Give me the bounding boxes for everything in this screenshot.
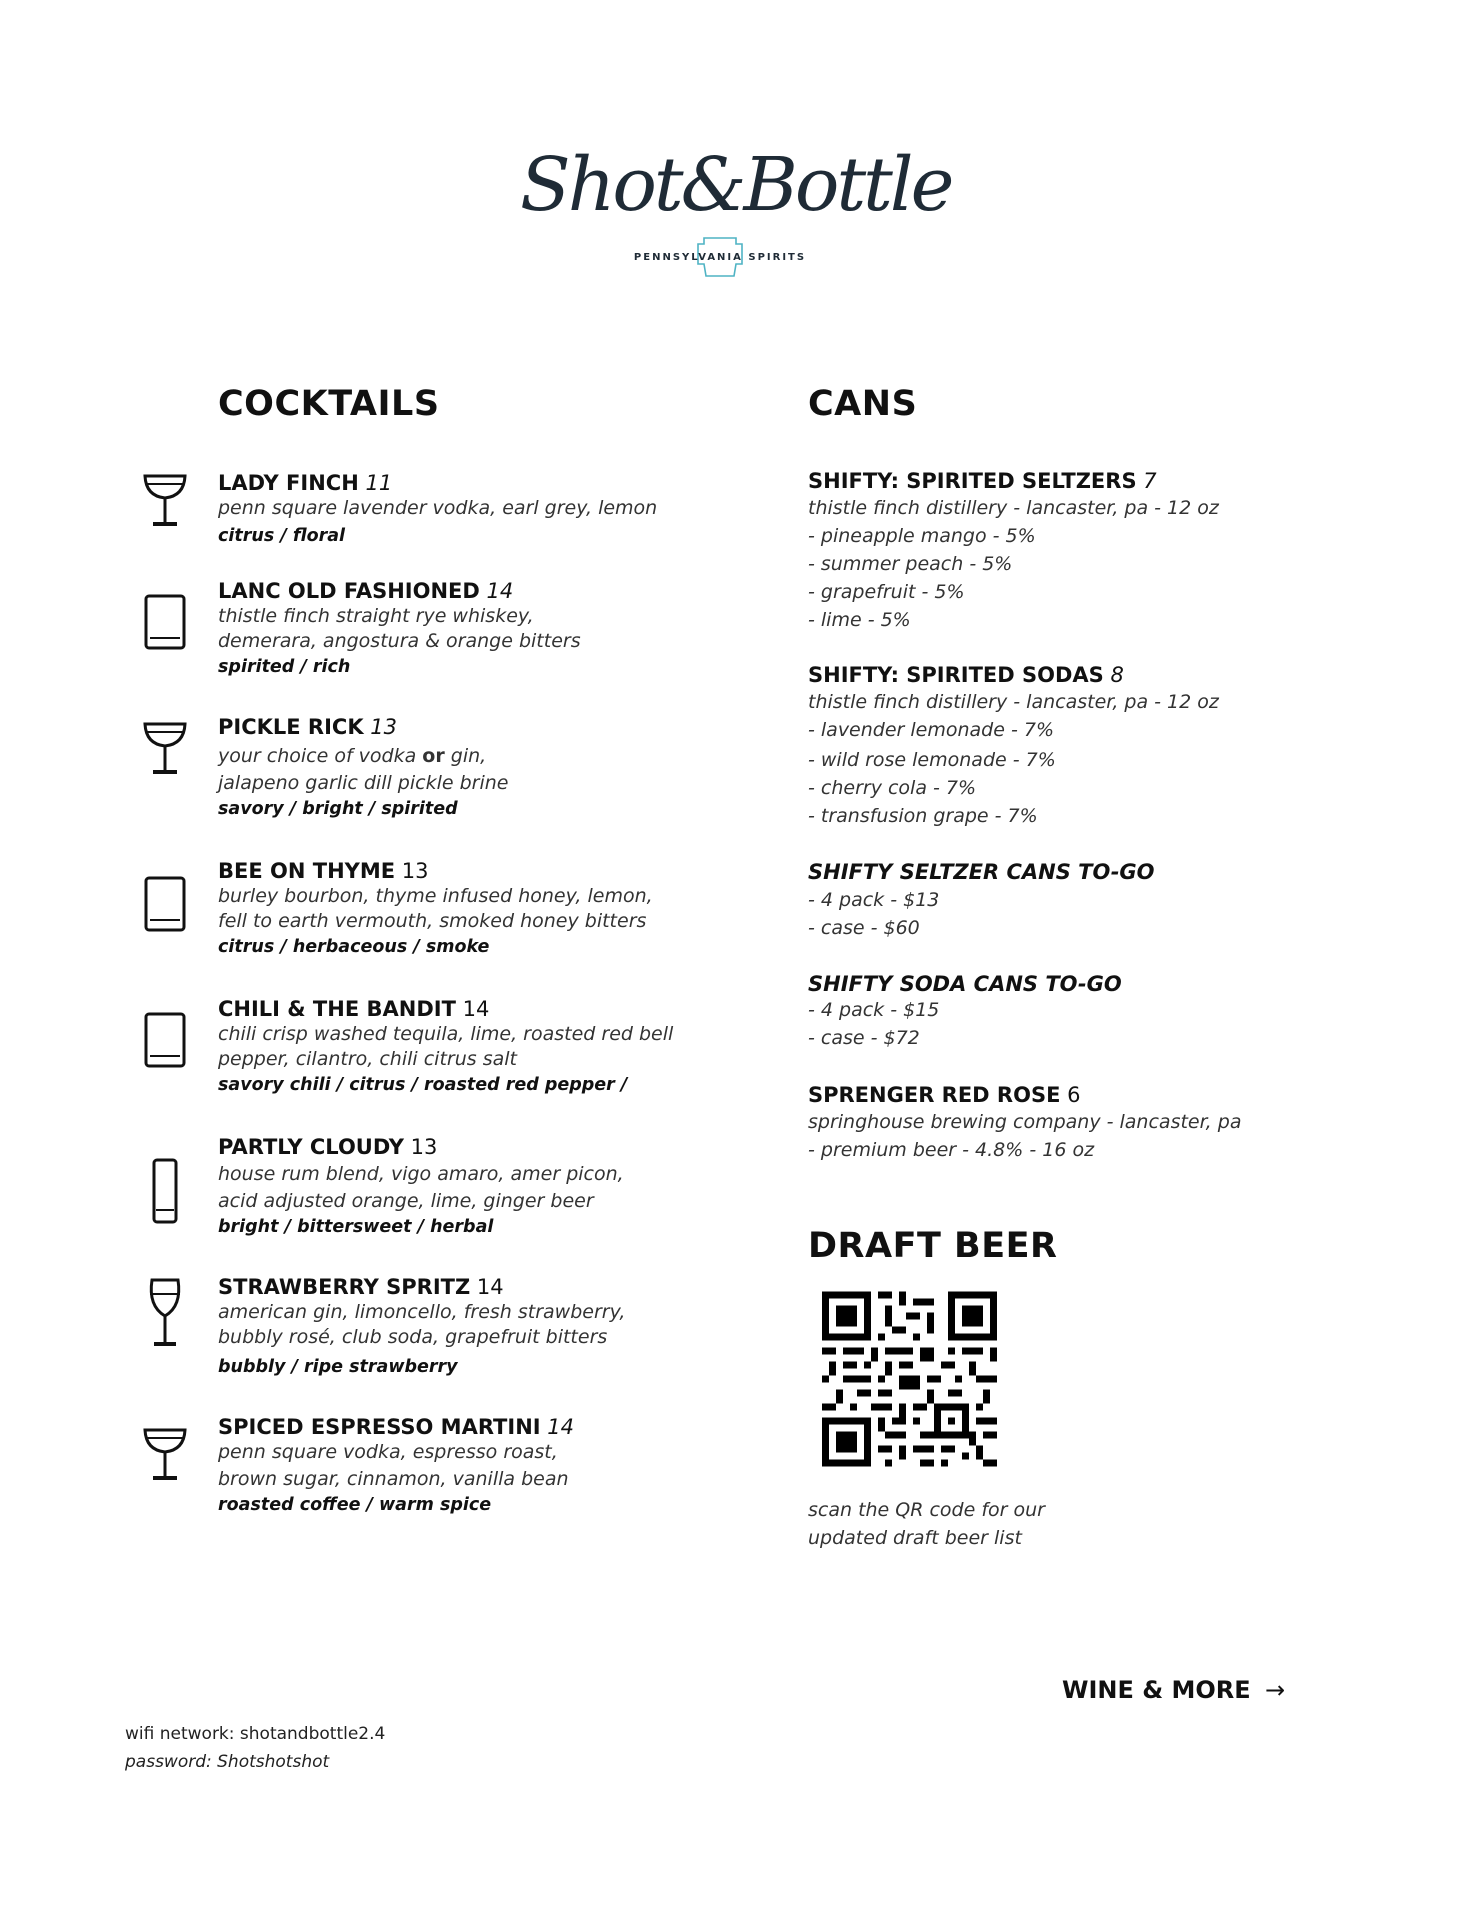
can-flavor: - pineapple mango - 5% bbox=[808, 525, 1036, 547]
cocktail-description: thistle finch straight rye whiskey, bbox=[218, 605, 534, 627]
coupe-icon bbox=[140, 468, 190, 532]
can-item-seltzer-togo bbox=[808, 858, 1368, 942]
can-price: 6 bbox=[1067, 1083, 1081, 1107]
cocktail-description: burley bourbon, thyme infused honey, lemon, bbox=[218, 885, 653, 907]
cocktail-item bbox=[218, 714, 738, 822]
can-name: SHIFTY SELTZER CANS TO-GO bbox=[808, 860, 1155, 884]
cocktail-item bbox=[218, 996, 738, 1098]
cocktail-price: 14 bbox=[547, 1415, 574, 1439]
can-price-line: - case - $72 bbox=[808, 1027, 920, 1049]
rocks-glass-icon bbox=[140, 872, 190, 936]
cocktail-name: SPICED ESPRESSO MARTINI bbox=[218, 1415, 541, 1439]
cocktail-tags: bright / bittersweet / herbal bbox=[218, 1217, 494, 1237]
coupe-icon bbox=[140, 716, 190, 780]
cocktail-name: LANC OLD FASHIONED bbox=[218, 579, 480, 603]
wifi-network: wifi network: shotandbottle2.4 bbox=[125, 1724, 386, 1744]
wifi-info bbox=[125, 1720, 385, 1776]
logo-subtitle: PENNSYLVANIA SPIRITS bbox=[633, 252, 807, 263]
can-flavor: - lavender lemonade - 7% bbox=[808, 719, 1055, 741]
cocktail-name: CHILI & THE BANDIT bbox=[218, 997, 456, 1021]
cocktail-name: BEE ON THYME bbox=[218, 859, 396, 883]
cocktail-price: 11 bbox=[365, 471, 393, 495]
cocktail-item bbox=[218, 578, 738, 680]
cocktail-description: penn square vodka, espresso roast, bbox=[218, 1441, 558, 1463]
cocktail-description: jalapeno garlic dill pickle brine bbox=[218, 772, 509, 794]
can-name: SHIFTY: SPIRITED SODAS bbox=[808, 663, 1104, 687]
cocktail-tags: citrus / herbaceous / smoke bbox=[218, 937, 490, 957]
wifi-password: password: Shotshotshot bbox=[125, 1752, 330, 1772]
can-name: SHIFTY: SPIRITED SELTZERS bbox=[808, 469, 1137, 493]
cocktail-price: 13 bbox=[401, 859, 429, 883]
cocktail-item bbox=[218, 1134, 738, 1240]
can-flavor: - wild rose lemonade - 7% bbox=[808, 749, 1056, 771]
cocktail-description: demerara, angostura & orange bitters bbox=[218, 630, 581, 652]
can-price-line: - case - $60 bbox=[808, 917, 920, 939]
can-detail: - premium beer - 4.8% - 16 oz bbox=[808, 1139, 1095, 1161]
draft-note-line: updated draft beer list bbox=[808, 1527, 1022, 1549]
can-flavor: - lime - 5% bbox=[808, 609, 911, 631]
qr-code-icon[interactable] bbox=[822, 1290, 997, 1468]
cocktail-tags: bubbly / ripe strawberry bbox=[218, 1357, 458, 1377]
cocktail-description: chili crisp washed tequila, lime, roasted red bell bbox=[218, 1023, 674, 1045]
cocktail-description: bubbly rosé, club soda, grapefruit bitters bbox=[218, 1326, 608, 1348]
rocks-glass-icon bbox=[140, 1008, 190, 1072]
can-price: 7 bbox=[1143, 469, 1157, 493]
can-detail: springhouse brewing company - lancaster, pa bbox=[808, 1111, 1242, 1133]
can-flavor: - grapefruit - 5% bbox=[808, 581, 965, 603]
cocktail-item bbox=[218, 1414, 738, 1518]
cocktail-tags: roasted coffee / warm spice bbox=[218, 1495, 492, 1515]
cocktail-description: house rum blend, vigo amaro, amer picon, bbox=[218, 1163, 624, 1185]
cocktail-description: penn square lavender vodka, earl grey, lemon bbox=[218, 497, 658, 519]
cocktail-price: 14 bbox=[462, 997, 490, 1021]
cocktail-description: acid adjusted orange, lime, ginger beer bbox=[218, 1190, 594, 1212]
cocktail-description bbox=[218, 744, 738, 769]
wine-link-label: WINE & MORE bbox=[1062, 1676, 1251, 1704]
cocktail-item bbox=[218, 470, 738, 549]
draft-beer-heading: DRAFT BEER bbox=[808, 1226, 1058, 1266]
can-item-seltzers bbox=[808, 468, 1368, 634]
can-item-soda-togo bbox=[808, 972, 1368, 1052]
rocks-glass-icon bbox=[140, 590, 190, 654]
cocktails-heading: COCKTAILS bbox=[218, 384, 440, 424]
draft-note bbox=[808, 1496, 1045, 1552]
can-flavor: - transfusion grape - 7% bbox=[808, 805, 1038, 827]
brand-logo bbox=[520, 140, 952, 305]
can-flavor: - cherry cola - 7% bbox=[808, 777, 977, 799]
cocktail-description: fell to earth vermouth, smoked honey bitters bbox=[218, 910, 647, 932]
cocktail-item bbox=[218, 1274, 738, 1380]
can-price-line: - 4 pack - $13 bbox=[808, 889, 940, 911]
can-price: 8 bbox=[1110, 663, 1124, 687]
logo-subtitle-area bbox=[520, 234, 920, 294]
cocktail-tags: citrus / floral bbox=[218, 526, 346, 546]
cans-heading: CANS bbox=[808, 384, 918, 424]
desc-text: your choice of vodka bbox=[218, 745, 423, 767]
can-detail: thistle finch distillery - lancaster, pa - 12 oz bbox=[808, 497, 1219, 519]
cocktail-price: 14 bbox=[476, 1275, 504, 1299]
can-detail: thistle finch distillery - lancaster, pa - 12 oz bbox=[808, 691, 1219, 713]
can-flavor: - summer peach - 5% bbox=[808, 553, 1013, 575]
cocktail-price: 13 bbox=[370, 715, 398, 739]
can-item-sodas bbox=[808, 662, 1368, 830]
can-price-line: - 4 pack - $15 bbox=[808, 999, 940, 1021]
coupe-icon bbox=[140, 1422, 190, 1486]
highball-glass-icon bbox=[140, 1156, 190, 1220]
can-name: SHIFTY SODA CANS TO-GO bbox=[808, 972, 1122, 996]
logo-wordmark: Shot&Bottle bbox=[520, 142, 952, 228]
draft-note-line: scan the QR code for our bbox=[808, 1499, 1045, 1521]
cocktail-price: 13 bbox=[410, 1135, 438, 1159]
cocktail-name: LADY FINCH bbox=[218, 471, 359, 495]
cocktail-name: PARTLY CLOUDY bbox=[218, 1135, 404, 1159]
cocktail-price: 14 bbox=[486, 579, 514, 603]
cocktail-tags: savory / bright / spirited bbox=[218, 799, 458, 819]
cocktail-description: pepper, cilantro, chili citrus salt bbox=[218, 1048, 517, 1070]
cocktail-tags: spirited / rich bbox=[218, 657, 351, 677]
cocktail-item bbox=[218, 858, 738, 960]
can-item-sprenger bbox=[808, 1082, 1368, 1164]
cocktail-name: STRAWBERRY SPRITZ bbox=[218, 1275, 471, 1299]
wine-and-more-link[interactable] bbox=[1062, 1676, 1285, 1704]
can-name: SPRENGER RED ROSE bbox=[808, 1083, 1061, 1107]
cocktail-tags: savory chili / citrus / roasted red pepper / bbox=[218, 1075, 628, 1095]
arrow-right-icon: → bbox=[1265, 1676, 1286, 1704]
cocktail-description: american gin, limoncello, fresh strawberry, bbox=[218, 1301, 626, 1323]
cocktail-name: PICKLE RICK bbox=[218, 715, 364, 739]
desc-text: gin, bbox=[444, 745, 487, 767]
desc-emphasis: or bbox=[422, 745, 445, 767]
cocktail-description: brown sugar, cinnamon, vanilla bean bbox=[218, 1468, 569, 1490]
wine-glass-icon bbox=[140, 1276, 190, 1340]
